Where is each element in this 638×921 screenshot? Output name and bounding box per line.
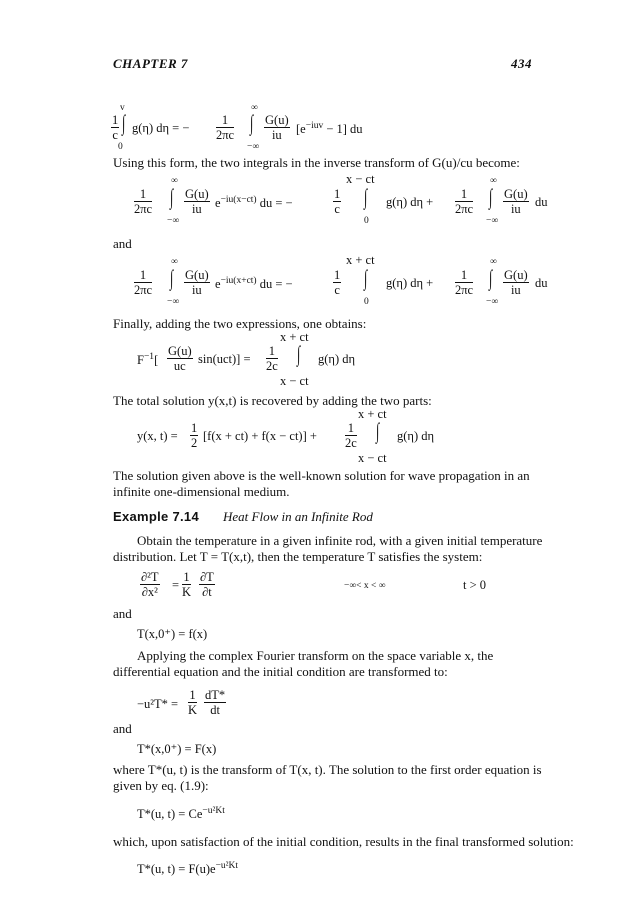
operator: F <box>137 353 144 368</box>
initial-condition: T(x,0⁺) = f(x) <box>137 627 208 641</box>
fraction <box>190 421 198 450</box>
integral-upper-limit: v <box>120 103 125 113</box>
denominator: ∂t <box>202 585 212 599</box>
denominator: c <box>334 283 340 297</box>
fraction <box>188 688 197 717</box>
integral-sign: ∫ <box>364 184 368 209</box>
numerator: 1 <box>334 187 341 201</box>
bracket-term <box>296 121 363 136</box>
numerator: 1 <box>183 570 190 584</box>
integral-upper-limit: ∞ <box>490 257 497 267</box>
fraction <box>455 187 473 216</box>
integral-upper-limit: x + ct <box>346 253 375 267</box>
integral-sign: ∫ <box>489 184 493 209</box>
integrand: g(η) dη + <box>386 195 434 209</box>
denominator: iu <box>191 283 202 297</box>
and-3: and <box>113 721 132 736</box>
paragraph-7: where T*(u, t) is the transform of T(x, t). The solution to the first order equation is given by eq. (1.9): <box>113 762 542 793</box>
integral-upper-limit: ∞ <box>171 257 178 267</box>
equals-sign: = <box>172 578 180 592</box>
denominator: iu <box>510 283 521 297</box>
fraction <box>140 570 160 599</box>
numerator: 1 <box>455 268 473 283</box>
fraction <box>345 421 357 450</box>
denominator: K <box>188 703 198 717</box>
integral-upper-limit: ∞ <box>251 103 258 113</box>
du: du <box>535 276 548 290</box>
numerator: 1 <box>189 688 196 702</box>
example-title: Heat Flow in an Infinite Rod <box>223 509 373 524</box>
integrand: g(η) dη + <box>386 276 434 290</box>
exponential-term <box>215 195 293 210</box>
example-label: Example 7.14 <box>113 509 199 524</box>
paragraph-6: Applying the complex Fourier transform on the space variable x, the differential equation and the initial condition are transformed to: <box>113 648 494 679</box>
fraction <box>167 344 193 373</box>
numerator: G(u) <box>168 344 192 358</box>
example-heading <box>113 509 373 525</box>
integral-sign: ∫ <box>376 418 380 443</box>
paragraph-3: The total solution y(x,t) is recovered by adding the two parts: <box>113 393 432 408</box>
exponential-term <box>215 276 293 291</box>
integral-lower-limit: 0 <box>364 297 369 307</box>
denominator: 2 <box>191 436 198 450</box>
integral-lower-limit: 0 <box>364 216 369 226</box>
paragraph-1: Using this form, the two integrals in the inverse transform of G(u)/cu become: <box>113 155 520 170</box>
paragraph-4: The solution given above is the well-known solution for wave propagation in an infinite one-dimensional medium. <box>113 468 530 499</box>
domain-range: −∞< x < ∞ <box>344 581 386 591</box>
bracket-close: − 1] du <box>323 122 363 137</box>
integral-lower-limit: 0 <box>118 142 123 152</box>
paragraph-5: Obtain the temperature in a given infinite rod, with a given initial temperature distribution. Let T = T(x,t), then the temperature T satisfies the system: <box>113 533 543 564</box>
denominator: iu <box>191 202 202 216</box>
numerator: ∂T <box>200 570 214 584</box>
fraction <box>264 113 290 142</box>
integral-upper-limit: x + ct <box>280 330 309 344</box>
exponent: −u²Kt <box>202 806 225 816</box>
integral-sign: ∫ <box>489 265 493 290</box>
numerator: G(u) <box>265 113 289 127</box>
solution-base: T*(u, t) = F(u)e <box>137 862 216 877</box>
and-1: and <box>113 236 132 251</box>
integral-sign: ∫ <box>250 110 254 135</box>
du-equals: du = − <box>256 196 293 211</box>
chapter-header: CHAPTER 7 <box>113 56 188 71</box>
integrand: g(η) dη <box>397 429 435 443</box>
numerator: G(u) <box>185 187 209 201</box>
bracket-open: [ <box>154 353 159 368</box>
fraction <box>111 113 119 142</box>
denominator: 2c <box>266 359 278 373</box>
sine-term: sin(uct)] = <box>198 352 251 366</box>
fraction <box>503 268 529 297</box>
denominator: 2πc <box>455 202 474 216</box>
integral-sign: ∫ <box>364 265 368 290</box>
paragraph-8: which, upon satisfaction of the initial condition, results in the final transformed solution: <box>113 834 574 849</box>
numerator: 1 <box>112 113 119 127</box>
integral-lower-limit: −∞ <box>486 297 499 307</box>
numerator: dT* <box>205 688 226 702</box>
fraction <box>333 187 341 216</box>
integral-sign: ∫ <box>170 184 174 209</box>
integral-sign: ∫ <box>122 110 126 135</box>
integral-sign: ∫ <box>170 265 174 290</box>
numerator: ∂²T <box>141 570 159 584</box>
fraction <box>182 570 191 599</box>
denominator: 2πc <box>134 202 153 216</box>
denominator: c <box>334 202 340 216</box>
denominator: 2c <box>345 436 357 450</box>
numerator: G(u) <box>504 268 528 282</box>
numerator: 1 <box>134 187 152 202</box>
dalembert-term: [f(x + ct) + f(x − ct)] + <box>203 429 317 443</box>
numerator: G(u) <box>185 268 209 282</box>
transformed-lhs: −u²T* = <box>137 697 179 711</box>
denominator: dt <box>210 703 220 717</box>
fraction <box>134 268 152 297</box>
denominator: 2πc <box>455 283 474 297</box>
fraction <box>503 187 529 216</box>
numerator: 1 <box>134 268 152 283</box>
denominator: uc <box>173 359 186 373</box>
integral-lower-limit: −∞ <box>167 216 180 226</box>
numerator: 1 <box>191 421 198 435</box>
denominator: K <box>182 585 192 599</box>
denominator: iu <box>271 128 282 142</box>
denominator: ∂x² <box>141 585 158 599</box>
fraction <box>455 268 473 297</box>
bracket-open: [e <box>296 122 306 137</box>
integral-lower-limit: x − ct <box>280 374 309 388</box>
integral-upper-limit: x + ct <box>358 407 387 421</box>
fraction <box>333 268 341 297</box>
du-equals: du = − <box>256 277 293 292</box>
numerator: G(u) <box>504 187 528 201</box>
integral-lower-limit: −∞ <box>247 142 260 152</box>
general-solution <box>137 806 225 821</box>
fraction <box>204 688 226 717</box>
paragraph-2: Finally, adding the two expressions, one obtains: <box>113 316 367 331</box>
exponent: −iuv <box>305 121 324 131</box>
fraction <box>216 113 234 142</box>
integral-lower-limit: x − ct <box>358 451 387 465</box>
integrand: g(η) dη <box>318 352 356 366</box>
numerator: 1 <box>455 187 473 202</box>
time-condition: t > 0 <box>463 578 487 592</box>
transformed-initial-condition: T*(x,0⁺) = F(x) <box>137 742 217 756</box>
integrand: g(η) dη = − <box>132 121 190 135</box>
numerator: 1 <box>334 268 341 282</box>
du: du <box>535 195 548 209</box>
exponent: −u²Kt <box>215 861 239 871</box>
fraction <box>199 570 215 599</box>
exponent: −iu(x+ct) <box>220 276 257 286</box>
solution-lhs: y(x, t) = <box>137 429 178 443</box>
integral-lower-limit: −∞ <box>486 216 499 226</box>
fraction <box>184 268 210 297</box>
exp-base: e <box>215 277 221 292</box>
denominator: c <box>112 128 118 142</box>
integral-lower-limit: −∞ <box>167 297 180 307</box>
and-2: and <box>113 606 132 621</box>
numerator: 1 <box>266 344 278 359</box>
page-number: 434 <box>511 56 532 71</box>
denominator: iu <box>510 202 521 216</box>
fraction <box>184 187 210 216</box>
solution-base: T*(u, t) = Ce <box>137 807 203 822</box>
denominator: 2πc <box>216 128 235 142</box>
integral-upper-limit: ∞ <box>490 176 497 186</box>
integral-upper-limit: x − ct <box>346 172 375 186</box>
final-transformed-solution <box>137 861 238 876</box>
denominator: 2πc <box>134 283 153 297</box>
integral-upper-limit: ∞ <box>171 176 178 186</box>
integral-sign: ∫ <box>297 341 301 366</box>
exponent: −iu(x−ct) <box>220 195 257 205</box>
inverse-transform <box>137 352 158 367</box>
exponent: −1 <box>143 352 155 362</box>
fraction <box>134 187 152 216</box>
exp-base: e <box>215 196 221 211</box>
numerator: 1 <box>216 113 234 128</box>
fraction <box>266 344 278 373</box>
numerator: 1 <box>345 421 357 436</box>
